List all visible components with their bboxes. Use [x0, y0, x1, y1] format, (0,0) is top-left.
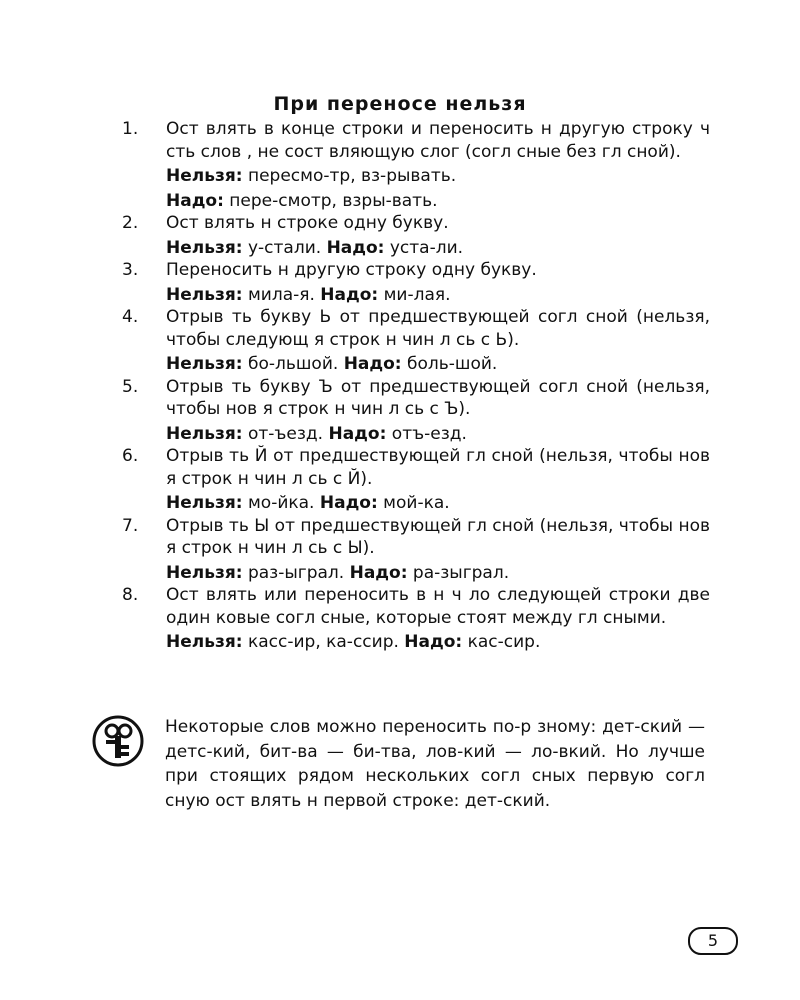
rule-item [120, 306, 710, 376]
example-label: Нельзя: [166, 166, 243, 186]
key-icon [92, 715, 144, 767]
example-label: Нельзя: [166, 354, 243, 374]
rule-example [166, 492, 710, 515]
rule-number: 2. [122, 213, 139, 233]
rule-text: Ост влять в конце строки и переносить н другую строку ч сть слов , не сост вляющую слог (согл сные без гл сной). [166, 119, 710, 162]
rule-example [166, 423, 710, 446]
example-label: Надо: [328, 423, 387, 444]
rule-item [120, 445, 710, 515]
rule-example [166, 237, 710, 260]
example-value: мо-йка. [242, 493, 320, 513]
example-label: Надо: [343, 354, 402, 374]
rule-example [166, 562, 710, 585]
example-value: у-стали. [242, 237, 327, 258]
rule-example [166, 353, 710, 376]
rule-text: Отрыв ть букву Ь от предшествующей согл сной (нельзя, чтобы следующ я строк н чин л сь с Ь). [166, 307, 710, 350]
example-value: кас-сир. [462, 632, 541, 652]
rule-item [120, 515, 710, 585]
example-label: Нельзя: [166, 423, 243, 444]
rule-item [120, 118, 710, 212]
rule-number: 7. [122, 515, 139, 536]
rule-text: Отрыв ть Ы от предшествующей гл сной (нельзя, чтобы нов я строк н чин л сь с Ы). [166, 515, 710, 558]
rule-number: 6. [122, 446, 139, 466]
example-value: раз-ыграл. [242, 562, 350, 583]
example-label: Надо: [326, 237, 385, 258]
example-label: Нельзя: [166, 562, 243, 583]
example-label: Надо: [166, 190, 224, 211]
page-number: 5 [688, 927, 738, 955]
rule-text: Отрыв ть Й от предшествующей гл сной (нельзя, чтобы нов я строк н чин л сь с Й). [166, 446, 710, 489]
example-label: Надо: [319, 493, 378, 513]
example-value: от-ъезд. [242, 423, 329, 444]
rules-list [120, 118, 710, 654]
rule-text: Переносить н другую строку одну букву. [166, 260, 537, 280]
rule-item [120, 584, 710, 654]
example-value: ра-зыграл. [407, 562, 510, 583]
rule-number: 8. [122, 585, 139, 605]
example-value: мила-я. [242, 284, 321, 305]
rule-text: Ост влять или переносить в н ч ло следующей строки две один ковые согл сные, которые стоят между гл сными. [166, 585, 710, 628]
rule-number: 5. [122, 376, 139, 397]
note-text: Некоторые слов можно переносить по-р зному: дет-ский — детс-кий, бит-ва — би-тва, лов-кий — ло-вкий. Но лучше при стоящих рядом нескольких согл сных первую согл сную ост влять н первой строке: дет-ский. [165, 717, 705, 811]
page-title: При переносе нельзя [273, 93, 527, 115]
example-value: пере-смотр, взры-вать. [223, 190, 438, 211]
example-label: Нельзя: [166, 237, 243, 258]
rule-example [166, 165, 710, 188]
example-value: боль-шой. [401, 354, 498, 374]
example-value: уста-ли. [384, 237, 464, 258]
example-value: касс-ир, ка-ссир. [242, 632, 405, 652]
example-label: Надо: [404, 632, 463, 652]
rule-text: Отрыв ть букву Ъ от предшествующей согл сной (нельзя, чтобы нов я строк н чин л сь с Ъ). [166, 376, 710, 419]
example-label: Нельзя: [166, 284, 243, 305]
rule-text: Ост влять н строке одну букву. [166, 213, 449, 233]
rule-number: 4. [122, 307, 139, 327]
rule-example [166, 631, 710, 654]
rule-number: 1. [122, 119, 139, 139]
example-value: ми-лая. [378, 284, 451, 305]
example-value: бо-льшой. [242, 354, 344, 374]
rule-item [120, 259, 710, 306]
rule-item [120, 376, 710, 446]
example-label: Нельзя: [166, 493, 243, 513]
rule-item [120, 212, 710, 259]
example-label: Надо: [349, 562, 408, 583]
example-value: пересмо-тр, вз-рывать. [242, 166, 457, 186]
rule-example [166, 190, 710, 213]
rule-example [166, 284, 710, 307]
example-label: Надо: [320, 284, 379, 305]
example-label: Нельзя: [166, 632, 243, 652]
example-value: мой-ка. [377, 493, 450, 513]
rule-number: 3. [122, 260, 139, 280]
example-value: отъ-езд. [386, 423, 467, 444]
